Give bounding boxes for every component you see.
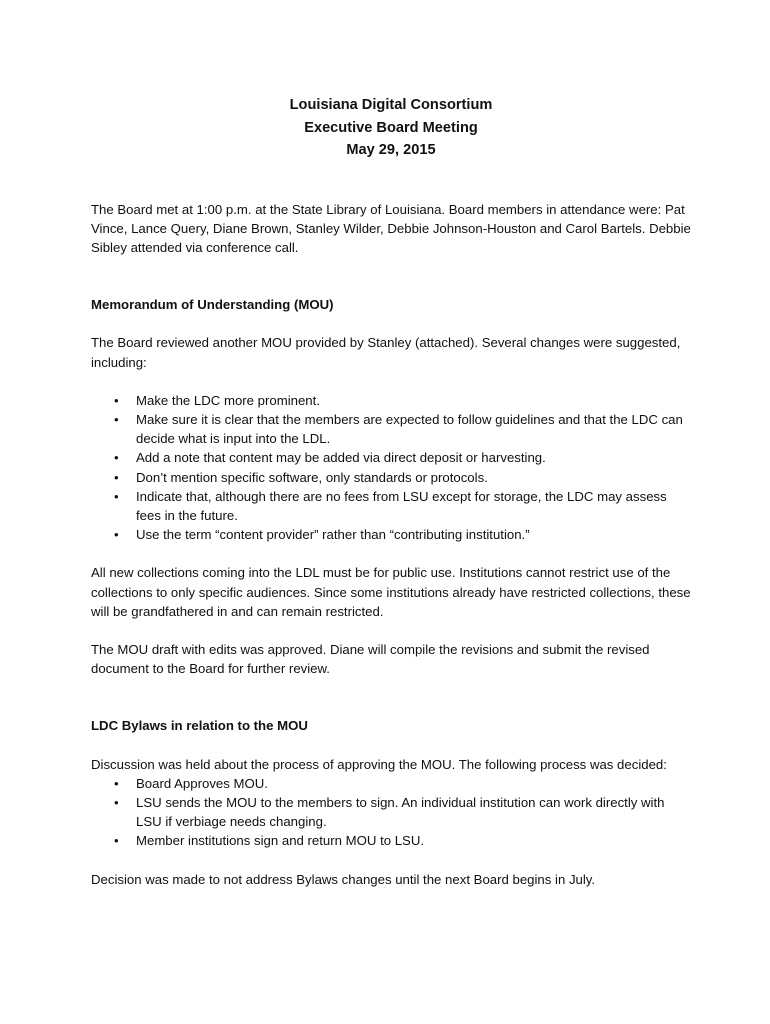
bullet-icon: • — [114, 411, 119, 427]
org-name: Louisiana Digital Consortium — [289, 97, 493, 113]
attendance-paragraph: The Board met at 1:00 p.m. at the State Library of Louisiana. Board members in attendance were: Pat Vince, Lance Query, Diane Brown, Stanley Wilder, Debbie Johnson-Houston and Carol Bartels. Debbie Sibley attended via conference call. — [91, 201, 691, 255]
list-item: • Add a note that content may be added via direct deposit or harvesting. — [91, 448, 691, 467]
document-page — [91, 94, 691, 908]
mou-changes-list — [91, 391, 691, 545]
list-item: • Make sure it is clear that the members are expected to follow guidelines and that the LDC can decide what is input into the LDL. — [114, 411, 683, 447]
bullet-icon: • — [114, 833, 119, 849]
bullet-icon: • — [114, 794, 119, 810]
bullet-icon: • — [114, 469, 119, 485]
document-title — [91, 94, 691, 162]
public-use-paragraph: All new collections coming into the LDL must be for public use. Institutions cannot restrict use of the collections to only specific audiences. Since some institutions already have restricted collections, these will be grandfathered in and can remain restricted. — [91, 565, 691, 619]
list-item: • Don’t mention specific software, only standards or protocols. — [91, 468, 691, 487]
meeting-date: May 29, 2015 — [346, 142, 436, 158]
bylaws-heading: LDC Bylaws in relation to the MOU — [91, 718, 308, 734]
bylaws-intro-paragraph: Discussion was held about the process of approving the MOU. The following process was decided: — [91, 756, 667, 772]
bylaws-decision-paragraph: Decision was made to not address Bylaws changes until the next Board begins in July. — [91, 871, 596, 887]
list-item: • LSU sends the MOU to the members to sign. An individual institution can work directly with LSU if verbiage needs changing. — [114, 794, 665, 830]
approval-process-list — [91, 774, 691, 851]
bullet-icon: • — [114, 392, 119, 408]
list-item: • Make the LDC more prominent. — [91, 391, 691, 410]
list-item: • Member institutions sign and return MOU to LSU. — [91, 831, 691, 850]
list-item: • Board Approves MOU. — [91, 774, 691, 793]
bullet-icon: • — [114, 775, 119, 791]
list-item: • Indicate that, although there are no fees from LSU except for storage, the LDC may assess fees in the future. — [114, 488, 667, 523]
bullet-icon: • — [114, 527, 119, 543]
list-item: • Use the term “content provider” rather than “contributing institution.” — [91, 525, 691, 544]
mou-intro-paragraph: The Board reviewed another MOU provided by Stanley (attached). Several changes were suggested, including: — [91, 335, 681, 370]
meeting-name: Executive Board Meeting — [304, 119, 478, 136]
mou-heading: Memorandum of Understanding (MOU) — [91, 297, 334, 313]
bullet-icon: • — [114, 450, 119, 466]
bullet-icon: • — [114, 488, 119, 504]
mou-approval-paragraph: The MOU draft with edits was approved. Diane will compile the revisions and submit the revised document to the Board for further review. — [91, 641, 650, 677]
